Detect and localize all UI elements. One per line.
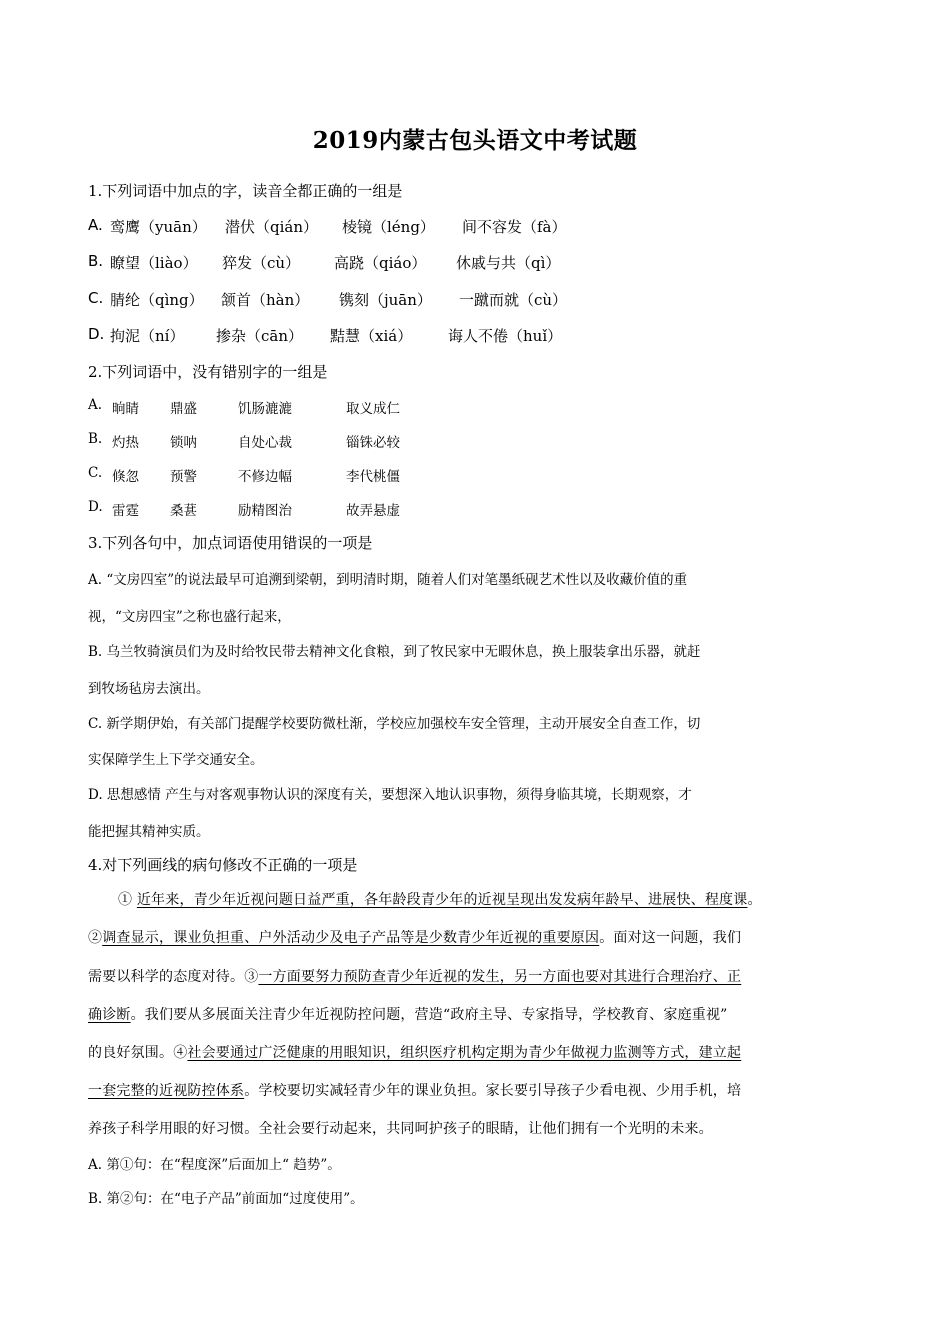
q1-d-item-4: 诲人不倦（huǐ） bbox=[448, 327, 563, 345]
underlined-sentence-1: 近年来，青少年近视问题日益严重，各年龄段青少年的近视呈现出发发病年龄早、进展快、程度课 bbox=[136, 892, 748, 908]
q2-a-item-1: 晌睛 bbox=[112, 401, 139, 417]
q1-b-item-3: 高跷（qiáo） bbox=[334, 254, 427, 272]
q2-c-item-2: 预警 bbox=[170, 469, 197, 485]
option-label: A. bbox=[88, 216, 103, 234]
sentence-marker-2: ② bbox=[88, 930, 103, 946]
q2-d-item-2: 桑葚 bbox=[170, 503, 197, 519]
q3-option-a-line-1: A. “文房四室”的说法最早可追溯到梁朝，到明清时期，随着人们对笔墨纸砚艺术性以及收藏价值的重 bbox=[88, 572, 688, 588]
question-2-stem: 2.下列词语中，没有错别字的一组是 bbox=[88, 363, 328, 381]
q2-d-item-3: 励精图治 bbox=[238, 503, 292, 519]
q1-option-a bbox=[88, 216, 103, 234]
q1-c-item-1: 腈纶（qìng） bbox=[110, 291, 204, 309]
q2-option-a-label: A. bbox=[88, 397, 103, 413]
underlined-sentence-4: 社会要通过广泛健康的用眼知识，组织医疗机构定期为青少年做视力监测等方式，建立起 bbox=[187, 1045, 742, 1061]
q4-passage-line-6 bbox=[88, 1080, 741, 1100]
q4-passage-line-1 bbox=[118, 889, 762, 909]
q2-c-item-3: 不修边幅 bbox=[238, 469, 292, 485]
q1-a-item-4: 间不容发（fà） bbox=[462, 218, 567, 236]
q3-option-d-line-1: D. 思想感情 产生与对客观事物认识的深度有关，要想深入地认识事物，须得身临其境，长期观察，才 bbox=[88, 787, 692, 803]
option-label: D. bbox=[88, 325, 105, 343]
q3-option-b-line-1: B. 乌兰牧骑演员们为及时给牧民带去精神文化食粮，到了牧民家中无暇休息，换上服装拿出乐器，就赶 bbox=[88, 644, 701, 660]
q1-d-item-2: 掺杂（cān） bbox=[216, 327, 304, 345]
option-label: B. bbox=[88, 252, 104, 270]
q4-option-a: A. 第①句：在“程度深”后面加上“ 趋势”。 bbox=[88, 1157, 341, 1173]
passage-text: 需要以科学的态度对待。③ bbox=[88, 969, 259, 985]
passage-text: 。学校要切实减轻青少年的课业负担。家长要引导孩子少看电视、少用手机，培 bbox=[244, 1083, 742, 1099]
q2-option-d-label: D. bbox=[88, 499, 103, 515]
q4-passage-line-3 bbox=[88, 966, 741, 986]
q4-passage-line-2 bbox=[88, 927, 741, 947]
q1-d-item-3: 黠慧（xiá） bbox=[330, 327, 413, 345]
q2-b-item-4: 锱铢必较 bbox=[346, 435, 400, 451]
q2-a-item-3: 饥肠漉漉 bbox=[238, 401, 292, 417]
q2-c-item-1: 倏忽 bbox=[112, 469, 139, 485]
q3-option-d-line-2: 能把握其精神实质。 bbox=[88, 824, 210, 840]
q4-passage-line-7: 养孩子科学用眼的好习惯。全社会要行动起来，共同呵护孩子的眼睛，让他们拥有一个光明的未来。 bbox=[88, 1121, 713, 1137]
q1-c-item-3: 镌刻（juān） bbox=[339, 291, 432, 309]
sentence-marker-1: ① bbox=[118, 892, 137, 908]
option-label: C. bbox=[88, 289, 104, 307]
page-title: 2019内蒙古包头语文中考试题 bbox=[312, 127, 638, 154]
passage-text: 。我们要从多展面关注青少年近视防控问题，营造“政府主导、专家指导，学校教育、家庭重视” bbox=[130, 1007, 728, 1023]
q2-b-item-2: 锁呐 bbox=[170, 435, 197, 451]
question-4-stem: 4.对下列画线的病句修改不正确的一项是 bbox=[88, 856, 358, 874]
q4-passage-line-5 bbox=[88, 1042, 741, 1062]
underlined-sentence-4-end: 一套完整的近视防控体系 bbox=[88, 1083, 245, 1099]
question-3-stem: 3.下列各句中，加点词语使用错误的一项是 bbox=[88, 534, 373, 552]
q2-d-item-4: 故弄悬虚 bbox=[346, 503, 400, 519]
q3-option-c-line-2: 实保障学生上下学交通安全。 bbox=[88, 752, 264, 768]
q2-c-item-4: 李代桃僵 bbox=[346, 469, 400, 485]
q2-a-item-2: 鼎盛 bbox=[170, 401, 197, 417]
underlined-sentence-3: 一方面要努力预防查青少年近视的发生，另一方面也要对其进行合理治疗、正 bbox=[258, 969, 742, 985]
underlined-sentence-2: 调查显示，课业负担重、户外活动少及电子产品等是少数青少年近视的重要原因 bbox=[102, 930, 600, 946]
q4-option-b: B. 第②句：在“电子产品”前面加“过度使用”。 bbox=[88, 1191, 364, 1207]
passage-text: 。面对这一问题，我们 bbox=[599, 930, 742, 946]
q1-option-c bbox=[88, 289, 103, 307]
q2-d-item-1: 雷霆 bbox=[112, 503, 139, 519]
q3-option-c-line-1: C. 新学期伊始，有关部门提醒学校要防微杜渐，学校应加强校车安全管理，主动开展安全自查工作，切 bbox=[88, 716, 701, 732]
q2-b-item-3: 自处心裁 bbox=[238, 435, 292, 451]
q1-d-item-1: 拘泥（ní） bbox=[110, 327, 185, 345]
q1-a-item-1: 鸾鹰（yuān） bbox=[110, 218, 207, 236]
q2-option-b-label: B. bbox=[88, 431, 103, 447]
q1-option-d bbox=[88, 325, 104, 343]
passage-text: 。 bbox=[747, 892, 762, 908]
q1-a-item-2: 潜伏（qián） bbox=[225, 218, 319, 236]
q1-b-item-4: 休戚与共（qì） bbox=[456, 254, 561, 272]
question-1-stem: 1.下列词语中加点的字，读音全都正确的一组是 bbox=[88, 182, 403, 200]
q1-b-item-2: 猝发（cù） bbox=[222, 254, 301, 272]
q3-option-a-line-2: 视，“文房四宝”之称也盛行起来， bbox=[88, 609, 291, 625]
q3-option-b-line-2: 到牧场毡房去演出。 bbox=[88, 681, 210, 697]
q2-b-item-1: 灼热 bbox=[112, 435, 139, 451]
underlined-sentence-3-end: 确诊断 bbox=[88, 1007, 131, 1023]
q1-a-item-3: 棱镜（léng） bbox=[342, 218, 435, 236]
q1-c-item-4: 一蹴而就（cù） bbox=[459, 291, 568, 309]
q1-b-item-1: 瞭望（liào） bbox=[110, 254, 198, 272]
q4-passage-line-4 bbox=[88, 1004, 728, 1024]
q1-c-item-2: 颔首（hàn） bbox=[221, 291, 310, 309]
q2-option-c-label: C. bbox=[88, 465, 103, 481]
passage-text: 的良好氛围。④ bbox=[88, 1045, 188, 1061]
q1-option-b bbox=[88, 252, 103, 270]
q2-a-item-4: 取义成仁 bbox=[346, 401, 400, 417]
